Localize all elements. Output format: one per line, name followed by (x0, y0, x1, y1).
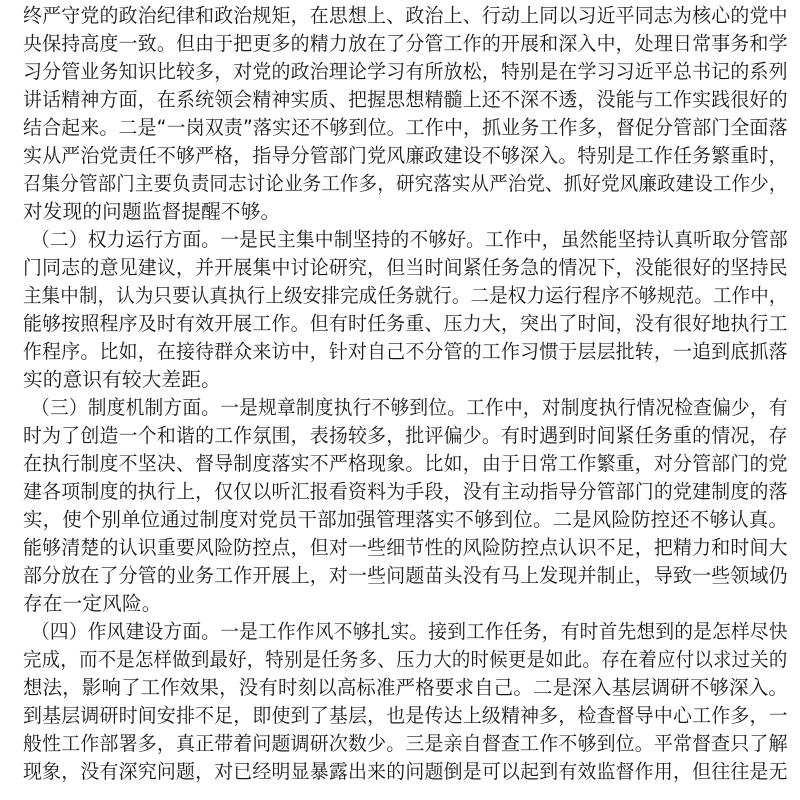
text-line: 时为了创造一个和谐的工作氛围，表扬较多，批评偏少。有时遇到时间紧任务重的情况，存 (23, 424, 788, 447)
text-line: 央保持高度一致。但由于把更多的精力放在了分管工作的开展和深入中，处理日常事务和学 (23, 32, 788, 55)
text-line: 存在一定风险。 (23, 592, 162, 615)
text-line: 讲话精神方面，在系统领会精神实质、把握思想精髓上还不深不透，没能与工作实践很好的 (23, 88, 788, 111)
text-line: 般性工作部署多，真正带着问题调研次数少。三是亲自督查工作不够到位。平常督查只了解 (23, 732, 788, 755)
text-line: 作程序。比如，在接待群众来访中，针对自己不分管的工作习惯于层层批转，一追到底抓落 (23, 340, 788, 363)
text-line: 终严守党的政治纪律和政治规矩，在思想上、政治上、行动上同以习近平同志为核心的党中 (23, 4, 788, 27)
text-line: 主集中制，认为只要认真执行上级安排完成任务就行。二是权力运行程序不够规范。工作中， (23, 284, 788, 307)
text-line: 建各项制度的执行上，仅仅以听汇报看资料为手段，没有主动指导分管部门的党建制度的落 (23, 480, 788, 503)
text-line: 实，使个别单位通过制度对党员干部加强管理落实不够到位。二是风险防控还不够认真。 (23, 508, 788, 531)
text-line: 在执行制度不坚决、督导制度落实不严格现象。比如，由于日常工作繁重，对分管部门的党 (23, 452, 788, 475)
text-line: 实的意识有较大差距。 (23, 368, 221, 391)
text-line: 召集分管部门主要负责同志讨论业务工作多，研究落实从严治党、抓好党风廉政建设工作少， (23, 172, 788, 195)
text-line: 习分管业务知识比较多，对党的政治理论学习有所放松，特别是在学习习近平总书记的系列 (23, 60, 788, 83)
text-line: 完成，而不是怎样做到最好，特别是任务多、压力大的时候更是如此。存在着应付以求过关的 (23, 648, 788, 671)
text-line: 到基层调研时间安排不足，即使到了基层，也是传达上级精神多，检查督导中心工作多，一 (23, 704, 788, 727)
text-line: 现象，没有深究问题，对已经明显暴露出来的问题倒是可以起到有效监督作用，但往往是无 (23, 760, 788, 783)
text-line: 能够按照程序及时有效开展工作。但有时任务重、压力大，突出了时间，没有很好地执行工 (23, 312, 788, 335)
text-line: 对发现的问题监督提醒不够。 (23, 200, 281, 223)
section-heading-line: （三）制度机制方面。一是规章制度执行不够到位。工作中，对制度执行情况检查偏少，有 (31, 396, 788, 419)
text-line: 能够清楚的认识重要风险防控点，但对一些细节性的风险防控点认识不足，把精力和时间大 (23, 536, 788, 559)
text-line: 结合起来。二是“一岗双责”落实还不够到位。工作中，抓业务工作多，督促分管部门全面落 (23, 116, 788, 139)
text-line: 门同志的意见建议，并开展集中讨论研究，但当时间紧任务急的情况下，没能很好的坚持民 (23, 256, 788, 279)
text-line: 部分放在了分管的业务工作开展上，对一些问题苗头没有马上发现并制止，导致一些领域仍 (23, 564, 788, 587)
text-line: 想法，影响了工作效果，没有时刻以高标准严格要求自己。二是深入基层调研不够深入。 (23, 676, 788, 699)
text-line: 实从严治党责任不够严格，指导分管部门党风廉政建设不够深入。特别是工作任务繁重时， (23, 144, 788, 167)
section-heading-line: （四）作风建设方面。一是工作作风不够扎实。接到工作任务，有时首先想到的是怎样尽快 (31, 620, 788, 643)
section-heading-line: （二）权力运行方面。一是民主集中制坚持的不够好。工作中，虽然能坚持认真听取分管部 (31, 228, 788, 251)
